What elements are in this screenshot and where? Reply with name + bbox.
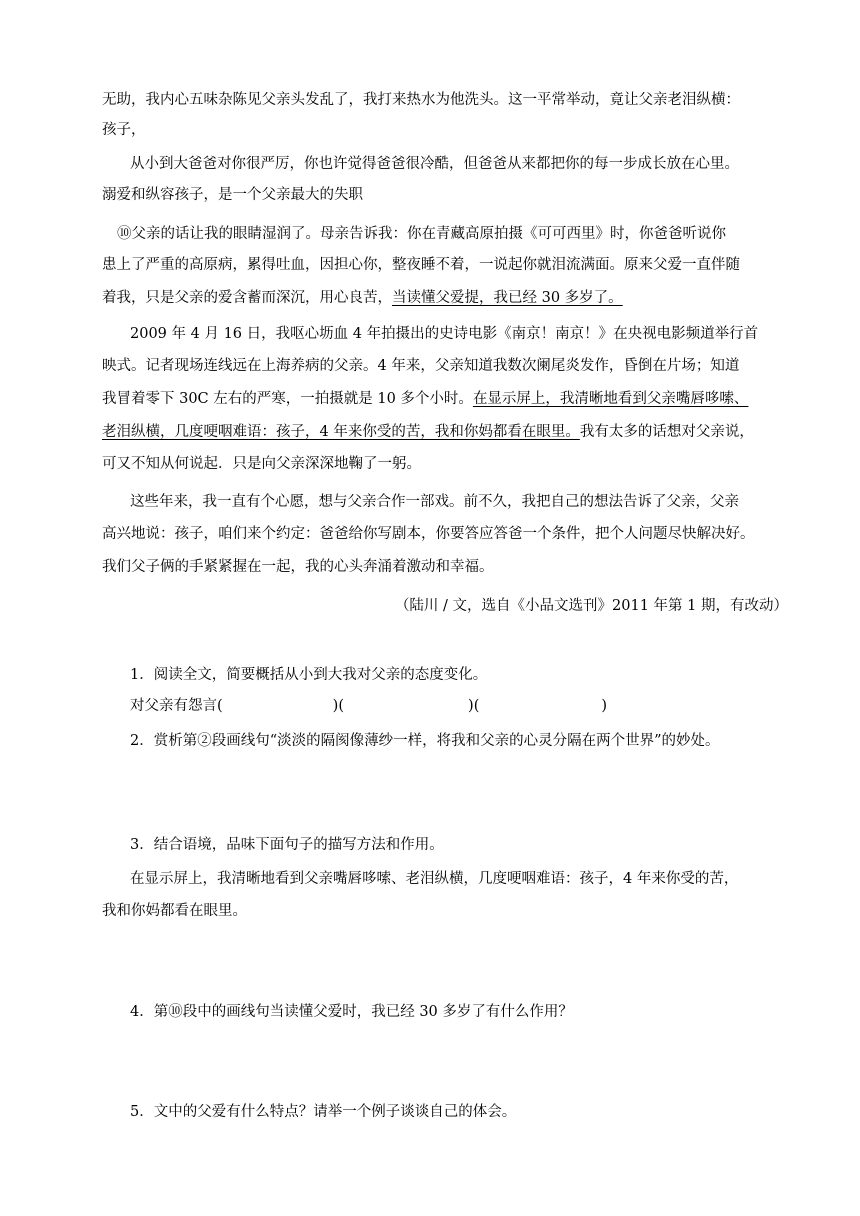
underlined-sentence: 当读懂父爱提，我已经 30 多岁了。 [392, 290, 623, 306]
question-3: 3．结合语境，品味下面句子的描写方法和作用。 [130, 837, 444, 853]
paren-close: ) [601, 698, 608, 714]
article-source: （陆川 / 文，选自《小品文选刊》2011 年第 1 期，有改动） [394, 598, 788, 614]
article-line: 2009 年 4 月 16 日，我呕心坜血 4 年拍摄出的史诗电影《南京！南京！》在央视电影频道举行首 [130, 326, 759, 342]
question-3-quote: 我和你妈都看在眼里。 [102, 903, 247, 919]
article-line [102, 385, 802, 413]
article-text: 着我，只是父亲的爱含蓄而深沉，用心良苦， [102, 290, 392, 306]
article-line: 溺爱和纵容孩子，是一个父亲最大的失职 [102, 187, 363, 203]
article-line: 孩子， [102, 122, 146, 138]
paren-close: ) [332, 698, 339, 714]
article-line: 我们父子俩的手紧紧握在一起，我的心头奔涌着激动和幸福。 [102, 559, 494, 575]
article-line: 无助，我内心五味杂陈见父亲头发乱了，我打来热水为他洗头。这一平常举动，竟让父亲老泪纵横： [102, 92, 740, 108]
article-line [102, 284, 802, 312]
paren-open: ( [338, 698, 345, 714]
underlined-sentence: 老泪纵横，几度哽咽难语：孩子，4 年来你受的苦，我和你妈都看在眼里。 [102, 424, 580, 440]
article-line: 从小到大爸爸对你很严厉，你也许觉得爸爸很冷酷，但爸爸从来都把你的每一步成长放在心里。 [130, 156, 739, 172]
article-text: 我冒着零下 30C 左右的严寒，一拍摄就是 10 多个小时。 [102, 391, 473, 407]
question-1-answer-line [130, 692, 830, 720]
article-line: 映式。记者现场连线远在上海养病的父亲。4 年来，父亲知道我数次阑尾炎发作，昏倒在片场；知道 [102, 358, 740, 374]
article-line: 可又不知从何说起．只是向父亲深深地鞠了一躬。 [102, 456, 421, 472]
underlined-sentence: 在显示屏上，我清晰地看到父亲嘴唇哆嗦、 [472, 391, 749, 407]
question-2: 2．赏析第②段画线句“淡淡的隔阂像薄纱一样，将我和父亲的心灵分隔在两个世界”的妙处。 [130, 733, 720, 749]
question-3-quote: 在显示屏上，我清晰地看到父亲嘴唇哆嗦、老泪纵横，几度哽咽难语：孩子，4 年来你受的苦， [130, 871, 739, 887]
question-5: 5．文中的父爱有什么特点？请举一个例子谈谈自己的体会。 [130, 1104, 517, 1120]
article-line [102, 418, 802, 446]
paren-close: ) [468, 698, 474, 714]
article-line: 这些年来，我一直有个心愿，想与父亲合作一部戏。前不久，我把自己的想法告诉了父亲，父亲 [130, 494, 739, 510]
question-1: 1．阅读全文，简要概括从小到大我对父亲的态度变化。 [130, 667, 488, 683]
article-text: 我有太多的话想对父亲说， [579, 424, 754, 440]
paren-open: ( [473, 698, 480, 714]
answer-prefix: 对父亲有怨言 [130, 698, 217, 714]
article-line: 高兴地说：孩子，咱们来个约定：爸爸给你写剧本，你要答应答爸一个条件，把个人问题尽快解决好。 [102, 526, 755, 542]
article-line: 患上了严重的高原病，累得吐血，因担心你，整夜睡不着，一说起你就泪流满面。原来父爱一直伴随 [102, 257, 740, 273]
paren-open: ( [217, 698, 223, 714]
question-4: 4．第⑩段中的画线句当读懂父爱时，我已经 30 多岁了有什么作用？ [130, 1004, 573, 1020]
article-line: ⑩父亲的话让我的眼睛湿润了。母亲告诉我：你在青藏高原拍摄《可可西里》时，你爸爸听说你 [117, 226, 726, 242]
